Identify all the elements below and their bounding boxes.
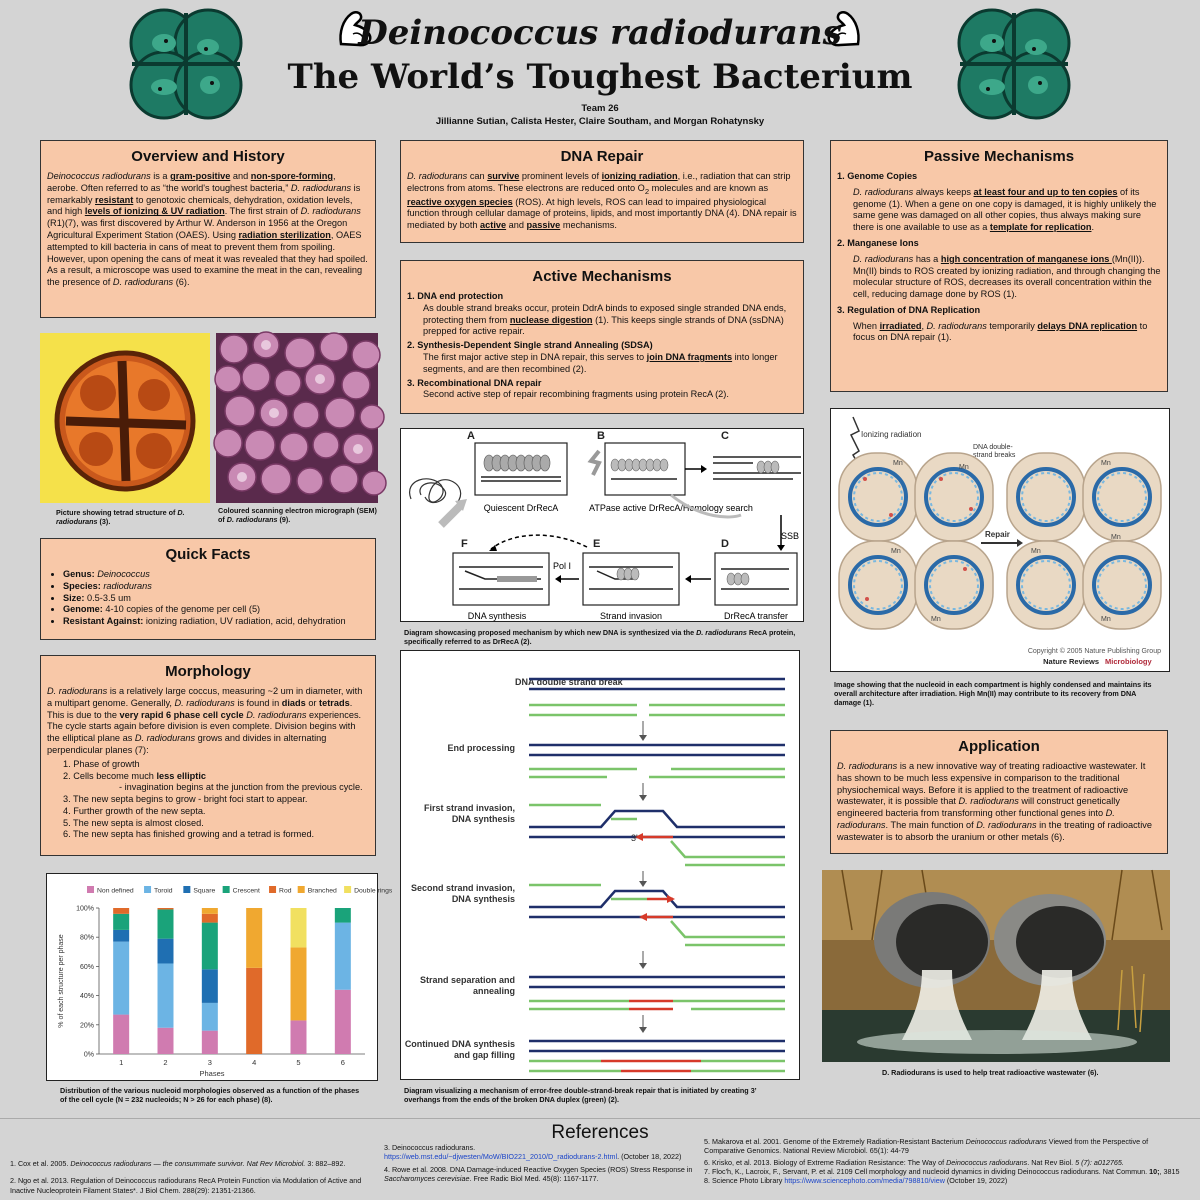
legend-label: Crescent bbox=[232, 887, 260, 895]
x-axis-label: Phases bbox=[199, 1069, 225, 1078]
x-tick-label: 5 bbox=[296, 1058, 301, 1067]
legend-swatch bbox=[183, 886, 190, 893]
active-step-title: 1. DNA end protection bbox=[407, 291, 504, 302]
bar-segment bbox=[335, 923, 351, 990]
mn-label: Mn bbox=[959, 464, 969, 471]
reca-diagram bbox=[401, 429, 805, 623]
overview-section bbox=[40, 140, 376, 318]
passive-mechanisms-section bbox=[830, 140, 1168, 392]
team-block bbox=[300, 103, 900, 129]
morphology-step: 5. The new septa is almost closed. bbox=[63, 817, 204, 828]
active-step-text: The first major active step in DNA repair, this serves to join DNA fragments into longer segments, and are then recombined (2). bbox=[423, 352, 778, 374]
bar-segment bbox=[291, 1020, 307, 1054]
dsb-diagram bbox=[401, 651, 801, 1081]
poster-title-main: The World’s Toughest Bacterium bbox=[287, 57, 913, 97]
bar-segment bbox=[113, 1015, 129, 1054]
copyright-label: Copyright © 2005 Nature Publishing Group bbox=[1027, 648, 1161, 655]
active-step-title: 2. Synthesis-Dependent Single strand Annealing (SDSA) bbox=[407, 340, 653, 351]
dna-repair-heading: DNA Repair bbox=[560, 148, 644, 165]
bar-segment bbox=[246, 908, 262, 968]
dsb-diagram-panel bbox=[400, 650, 800, 1080]
bar-segment bbox=[291, 908, 307, 947]
mn-label: Mn bbox=[891, 548, 901, 555]
dsb-step-label-b: annealing bbox=[472, 986, 515, 996]
passive-step-title: 3. Regulation of DNA Replication bbox=[837, 304, 981, 315]
references-heading: References bbox=[551, 1122, 649, 1143]
legend-label: Double rings bbox=[354, 887, 393, 895]
morphology-substep: - invagination begins at the junction from the previous cycle. bbox=[119, 782, 363, 793]
nucleoid-diagram bbox=[831, 409, 1171, 673]
three-prime-label: 3' bbox=[631, 833, 638, 843]
y-axis-label: % of each structure per phase bbox=[58, 934, 65, 1028]
y-tick-label: 100% bbox=[76, 905, 94, 913]
fact-item: • Size: 0.5-3.5 um bbox=[63, 593, 369, 605]
author-list: Jillianne Sutian, Calista Hester, Claire Southam, and Morgan Rohatynsky bbox=[435, 115, 765, 127]
legend-swatch bbox=[344, 886, 351, 893]
morphology-step: 2. Cells become much less elliptic bbox=[63, 770, 206, 781]
legend-swatch bbox=[87, 886, 94, 893]
dna-repair-text: D. radiodurans can survive prominent levels of ionizing radiation, i.e., radiation that can strip electrons from atoms. These electrons are reduced onto $O_2$ molecules and are known as reactive oxygen species (ROS). At high levels, ROS can lead to impaired physiological function through cellular damage of proteins, lipids, and most importantly DNA (4). DNA repair is mediated by both active and passive mechanisms. bbox=[407, 171, 797, 231]
legend-label: Square bbox=[193, 887, 216, 895]
bar-segment bbox=[202, 923, 218, 970]
morphology-step: 3. The new septa begins to grow - bright foci start to appear. bbox=[63, 794, 308, 805]
application-heading: Application bbox=[958, 738, 1040, 755]
bar-segment bbox=[246, 968, 262, 1054]
morphology-step: 6. The new septa has finished growing and a tetrad is formed. bbox=[63, 829, 315, 840]
mn-label: Mn bbox=[1101, 460, 1111, 467]
bar-segment bbox=[202, 914, 218, 923]
quick-facts-section bbox=[40, 538, 376, 640]
dsb-step-label: End processing bbox=[447, 743, 515, 753]
bar-segment bbox=[158, 909, 174, 938]
passive-step-text: D. radiodurans has a high concentration of manganese ions (Mn(II)). Mn(II) binds to ROS created by ionizing radiation, and through changing the molecular structure of ROS, decreases its overall concentration within the cell, reducing damage done by ROS (1). bbox=[853, 253, 1161, 300]
active-mechanisms-section bbox=[400, 260, 804, 414]
transfer-label: DrRecA transfer bbox=[723, 611, 789, 621]
fact-item: • Species: radiodurans bbox=[63, 581, 369, 593]
quick-facts-list bbox=[63, 569, 369, 628]
overview-text: Deinococcus radiodurans is a gram-positive and non-spore-forming, aerobe. Often referred to as “the world's toughest bacteria,” D. radiodurans is remarkably resistant to genotoxic chemicals, dehydration, oxidation levels, and high levels of ionizing & UV radiation. The first strain of D. radiodurans (R1)(7), was first discovered by Arthur W. Anderson in 1956 at the Oregon Agricultural Experiment Station (OAES). Using radiation sterilization, OAES attempted to kill bacteria in cans of meat to prevent them from spoiling. However, upon opening the cans of meat it was revealed that they had spoiled. As a result, a microscope was used to examine the meat in the can, revealing the presence of D. radiodurans (6). bbox=[47, 171, 368, 288]
bacteria-logo-left bbox=[120, 5, 250, 123]
references-col-2 bbox=[384, 1143, 694, 1183]
bar-segment bbox=[335, 908, 351, 923]
ionizing-label: Ionizing radiation bbox=[861, 430, 922, 439]
dsb-step-label-a: First strand invasion, bbox=[423, 803, 515, 813]
repair-label: Repair bbox=[985, 530, 1010, 539]
x-tick-label: 1 bbox=[119, 1058, 124, 1067]
ssb-label: SSB bbox=[781, 531, 800, 541]
dsb-step-label: DNA double strand break bbox=[515, 677, 623, 687]
bar-segment bbox=[202, 969, 218, 1003]
reference-link[interactable]: https://web.mst.edu/~djwesten/MoW/BIO221_2010/D_radiodurans-2.html bbox=[384, 1152, 618, 1162]
passive-heading: Passive Mechanisms bbox=[923, 148, 1075, 165]
x-tick-label: 3 bbox=[207, 1058, 212, 1067]
bar-segment bbox=[158, 939, 174, 964]
invasion-label: Strand invasion bbox=[599, 611, 663, 621]
reca-diagram-panel bbox=[400, 428, 804, 622]
sem-micrograph bbox=[216, 333, 378, 503]
breaks-label-a: DNA double- bbox=[973, 444, 1013, 451]
reference-item: 1. Cox et al. 2005. Deinococcus radiodurans — the consummate survivor. Nat Rev Microbiol. 3: 882–892. bbox=[10, 1159, 346, 1168]
legend-swatch bbox=[298, 886, 305, 893]
bar-segment bbox=[158, 963, 174, 1027]
y-tick-label: 20% bbox=[79, 1022, 94, 1030]
bar-segment bbox=[158, 908, 174, 909]
panel-label-c: C bbox=[721, 430, 729, 442]
mn-label: Mn bbox=[1111, 534, 1121, 541]
bacteria-logo-right bbox=[948, 5, 1078, 123]
bar-segment bbox=[113, 914, 129, 930]
chart-caption: Distribution of the various nucleoid morphologies observed as a function of the phases of the cell cycle (N = 232 nucleoids; N > 26 for each phase) (8). bbox=[60, 1086, 360, 1104]
team-number: Team 26 bbox=[581, 103, 619, 114]
reca-caption: Diagram showcasing proposed mechanism by which new DNA is synthesized via the D. radiodurans RecA protein, specifically referred to as DrRecA (2). bbox=[404, 628, 796, 646]
overview-heading: Overview and History bbox=[131, 148, 285, 165]
mn-label: Mn bbox=[1031, 548, 1041, 555]
x-tick-label: 4 bbox=[252, 1058, 257, 1067]
morphology-text: D. radiodurans is a relatively large coccus, measuring ~2 um in diameter, with a multipart genome. Generally, D. radiodurans is found in diads or tetrads. This is due to the very rapid 6 phase cell cycle D. radiodurans experiences. The cycle starts again before division is even complete. Division begins with the elliptical plane as D. radiodurans grows and divides in alternating perpendicular planes (7): bbox=[47, 686, 363, 756]
legend-label: Rod bbox=[279, 887, 292, 895]
fact-item: • Resistant Against: ionizing radiation, UV radiation, acid, dehydration bbox=[63, 616, 369, 628]
dsb-step-label-b: and gap filling bbox=[454, 1050, 515, 1060]
tetrad-photo bbox=[40, 333, 210, 503]
panel-label-d: D bbox=[721, 538, 729, 550]
fact-item: • Genome: 4-10 copies of the genome per cell (5) bbox=[63, 604, 369, 616]
mn-label: Mn bbox=[1101, 616, 1111, 623]
legend-label: Branched bbox=[307, 887, 337, 895]
tetrad-caption: Picture showing tetrad structure of D. radiodurans (3). bbox=[56, 508, 185, 526]
legend-label: Toroid bbox=[154, 887, 173, 895]
reference-item: 2. Ngo et al. 2013. Regulation of Deinococcus radiodurans RecA Protein Function via Modulation of Active and Inactive Nucleoprotein Filament States*. J Biol Chem. 288(29): 21351-21366. bbox=[10, 1176, 362, 1195]
bar-segment bbox=[202, 908, 218, 914]
legend-swatch bbox=[269, 886, 276, 893]
y-tick-label: 60% bbox=[79, 963, 94, 971]
reference-item: 4. Rowe et al. 2008. DNA Damage-induced Reactive Oxygen Species (ROS) Stress Response in Saccharomyces cerevisiae. Free Radic Biol Med. 45(8): 1167-1177. bbox=[384, 1164, 693, 1184]
nucleoid-diagram-panel bbox=[830, 408, 1170, 672]
bar-segment bbox=[113, 942, 129, 1015]
quiescent-label: Quiescent DrRecA bbox=[483, 503, 559, 513]
y-tick-label: 40% bbox=[79, 993, 94, 1001]
bar-segment bbox=[202, 1031, 218, 1054]
legend-swatch bbox=[223, 886, 230, 893]
reference-item: 6. Krisko, et al. 2013. Biology of Extreme Radiation Resistance: The Way of Deinococcus radiodurans. Nat Rev Biol. 5 (7): a012765. bbox=[704, 1157, 1124, 1167]
passive-step-text: D. radiodurans always keeps at least four and up to ten copies of its genome (1). When a gene on one copy is damaged, it is highly unlikely the same gene was damaged on all other copies, thus always making sure there is one available to use as a template for replication. bbox=[853, 186, 1157, 233]
panel-label-b: B bbox=[597, 430, 605, 442]
mn-label: Mn bbox=[931, 616, 941, 623]
active-step-title: 3. Recombinational DNA repair bbox=[407, 377, 542, 388]
bar-segment bbox=[202, 1003, 218, 1031]
dsb-step-label-a: Continued DNA synthesis bbox=[404, 1039, 515, 1049]
sem-caption: Coloured scanning electron micrograph (SEM) of D. radiodurans (9). bbox=[218, 506, 377, 524]
mn-label: Mn bbox=[893, 460, 903, 467]
active-heading: Active Mechanisms bbox=[532, 268, 672, 285]
bar-segment bbox=[113, 930, 129, 942]
fact-item: • Genus: Deinococcus bbox=[63, 569, 369, 581]
poster-title-species: Deinococcus radiodurans bbox=[358, 13, 842, 53]
x-tick-label: 2 bbox=[163, 1058, 168, 1067]
reference-item: 5. Makarova et al. 2001. Genome of the Extremely Radiation-Resistant Bacterium Deinococcus radiodurans Viewed from the Perspective of Comparative Genomics. National Review Microbiol. 65(1): 44-79 bbox=[704, 1137, 1149, 1156]
dsb-step-label-a: Strand separation and bbox=[419, 975, 515, 985]
morphology-step: 4. Further growth of the new septa. bbox=[63, 805, 206, 816]
y-tick-label: 80% bbox=[79, 934, 94, 942]
bar-segment bbox=[113, 908, 129, 914]
x-tick-label: 6 bbox=[340, 1058, 345, 1067]
journal-label: Nature Reviews bbox=[1043, 657, 1099, 666]
morphology-chart bbox=[47, 874, 393, 1082]
panel-label-f: F bbox=[461, 538, 468, 550]
atpase-label: ATPase active DrRecA/Homology search bbox=[589, 503, 753, 513]
pipes-caption: D. Radiodurans is used to help treat radioactive wastewater (6). bbox=[882, 1068, 1099, 1077]
references-col-3 bbox=[704, 1137, 1190, 1186]
panel-label-a: A bbox=[467, 430, 475, 442]
dsb-step-label-b: DNA synthesis bbox=[451, 894, 515, 904]
passive-step-text: When irradiated, D. radiodurans temporarily delays DNA replication to focus on DNA repair (1). bbox=[853, 320, 1148, 343]
y-tick-label: 0% bbox=[83, 1051, 94, 1059]
bar-segment bbox=[335, 990, 351, 1054]
active-step-text: As double strand breaks occur, protein DdrA binds to exposed single stranded DNA ends, protecting them from nuclease digestion (1). This keeps single strands of DNA (ssDNA) prepped for active repair. bbox=[423, 302, 787, 337]
passive-step-title: 2. Manganese Ions bbox=[837, 238, 919, 249]
application-section bbox=[830, 730, 1168, 854]
quick-facts-heading: Quick Facts bbox=[165, 546, 251, 563]
reference-item: 3. Deinococcus radiodurans. https://web.mst.edu/~djwesten/MoW/BIO221_2010/D_radiodurans-2.html. (October 18, 2022) bbox=[384, 1143, 682, 1162]
morphology-steps bbox=[63, 759, 369, 841]
morphology-step: 1. Phase of growth bbox=[63, 758, 140, 769]
synthesis-label: DNA synthesis bbox=[467, 611, 527, 621]
dsb-caption: Diagram visualizing a mechanism of error-free double-strand-break repair that is initiated by creating 3’ overhangs from the ends of the broken DNA duplex (green) (2). bbox=[404, 1086, 757, 1104]
passive-step-title: 1. Genome Copies bbox=[837, 171, 918, 182]
breaks-label-b: strand breaks bbox=[973, 452, 1016, 459]
dsb-step-label-a: Second strand invasion, bbox=[410, 883, 515, 893]
journal-subject-label: Microbiology bbox=[1105, 657, 1152, 666]
references-col-1 bbox=[10, 1159, 370, 1195]
bar-segment bbox=[291, 947, 307, 1020]
panel-label-e: E bbox=[593, 538, 601, 550]
legend-swatch bbox=[144, 886, 151, 893]
bar-segment bbox=[158, 1028, 174, 1054]
dna-repair-section bbox=[400, 140, 804, 243]
active-step-text: Second active step of repair recombining fragments using protein RecA (2). bbox=[423, 389, 729, 400]
reference-item: 7. Floc'h, K., Lacroix, F., Servant, P. et al. 2109 Cell morphology and nucleoid dynamics in dividing Deinococcus radiodurans. Nat Commun. 10;, 3815 bbox=[704, 1167, 1180, 1177]
wastewater-pipes-photo bbox=[822, 870, 1170, 1062]
morphology-section bbox=[40, 655, 376, 856]
references-section bbox=[0, 1118, 1200, 1200]
morphology-chart-panel bbox=[46, 873, 393, 1081]
reference-item: 8. Science Photo Library https://www.sciencephoto.com/media/798810/view (October 19, 2022) bbox=[704, 1176, 1008, 1186]
nucleoid-caption: Image showing that the nucleoid in each compartment is highly condensed and maintains its overall architecture after irradiation. High Mn(II) may contribute to its recovery from DNA damage (1). bbox=[834, 680, 1152, 707]
pol-i-label: Pol I bbox=[553, 561, 572, 571]
morphology-heading: Morphology bbox=[165, 663, 251, 680]
dsb-step-label-b: DNA synthesis bbox=[451, 814, 515, 824]
application-text: D. radiodurans is a new innovative way of treating radioactive wastewater. It has shown to be much less expensive in comparison to the traditional physiochemical ways. Before it is applied to the treatment of radioactive wastewater, it is possible that D. radiodurans will construct genetically engineered bacteria from transforming other functional genes into D. radiodurans. The main function of D. radiodurans in the treating of radioactive wastewater is to absorb the uranium or other metals (6). bbox=[837, 761, 1152, 842]
legend-label: Non defined bbox=[97, 887, 134, 895]
reference-link[interactable]: https://www.sciencephoto.com/media/798810/view bbox=[784, 1176, 945, 1186]
